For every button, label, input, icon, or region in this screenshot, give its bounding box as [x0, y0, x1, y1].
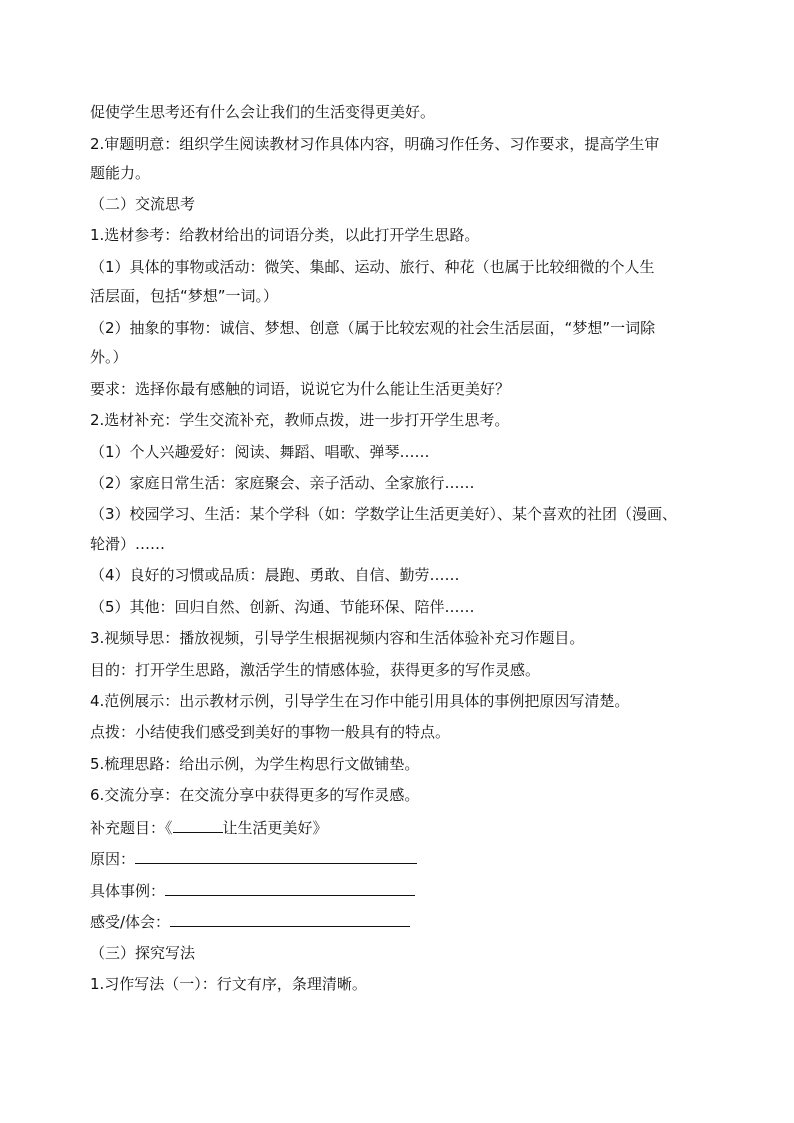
paragraph-line: 活层面，包括“梦想”一词。） [90, 287, 279, 305]
paragraph-line: （1）个人兴趣爱好：阅读、舞蹈、唱歌、弹琴…… [90, 443, 430, 461]
paragraph-line: （5）其他：回归自然、创新、沟通、节能环保、陪伴…… [90, 598, 475, 616]
paragraph-line: 目的：打开学生思路，激活学生的情感体验，获得更多的写作灵感。 [90, 661, 541, 679]
paragraph-line: （4）良好的习惯或品质：晨跑、勇敢、自信、勤劳…… [90, 566, 460, 584]
paragraph-line: 2.选材补充：学生交流补充，教师点拨，进一步打开学生思考。 [90, 411, 510, 429]
reason-blank [135, 848, 417, 864]
feeling-label: 感受/体会： [90, 913, 171, 931]
paragraph-line: 1.习作写法（一）：行文有序，条理清晰。 [90, 975, 367, 993]
section-heading: （二）交流思考 [90, 195, 196, 213]
feeling-blank [170, 911, 410, 927]
topic-blank [173, 817, 223, 833]
paragraph-line: 5.梳理思路：给出示例，为学生构思行文做铺垫。 [90, 755, 420, 773]
paragraph-line: 4.范例展示：出示教材示例，引导学生在习作中能引用具体的事例把原因写清楚。 [90, 692, 630, 710]
topic-prefix: 补充题目：《 [90, 819, 173, 837]
topic-suffix: 让生活更美好》 [222, 819, 328, 837]
feeling-line [90, 911, 710, 932]
section-heading: （三）探究写法 [90, 944, 196, 962]
paragraph-line: （2）抽象的事物：诚信、梦想、创意（属于比较宏观的社会生活层面，“梦想”一词除 [90, 319, 656, 337]
example-label: 具体事例： [90, 882, 166, 900]
paragraph-line: （1）具体的事物或活动：微笑、集邮、运动、旅行、种花（也属于比较细微的个人生 [90, 258, 655, 276]
paragraph-line: 3.视频导思：播放视频，引导学生根据视频内容和生活体验补充习作题目。 [90, 629, 585, 647]
paragraph-line: 2.审题明意：组织学生阅读教材习作具体内容，明确习作任务、习作要求，提高学生审 [90, 135, 660, 153]
paragraph-line: 点拨：小结使我们感受到美好的事物一般具有的特点。 [90, 723, 451, 741]
paragraph-line: 1.选材参考：给教材给出的词语分类，以此打开学生思路。 [90, 226, 480, 244]
paragraph-line: 促使学生思考还有什么会让我们的生活变得更美好。 [90, 103, 436, 121]
paragraph-line: （2）家庭日常生活：家庭聚会、亲子活动、全家旅行…… [90, 474, 475, 492]
topic-line [90, 817, 710, 838]
reason-label: 原因： [90, 850, 136, 868]
paragraph-line: 要求：选择你最有感触的词语，说说它为什么能让生活更美好？ [90, 380, 511, 398]
paragraph-line: （3）校园学习、生活：某个学科（如：学数学让生活更美好）、某个喜欢的社团（漫画、 [90, 505, 678, 523]
paragraph-line: 6.交流分享：在交流分享中获得更多的写作灵感。 [90, 786, 420, 804]
example-blank [165, 880, 415, 896]
example-line [90, 880, 710, 901]
paragraph-line: 外。） [90, 348, 128, 366]
paragraph-line: 轮滑）…… [90, 535, 166, 553]
paragraph-line: 题能力。 [90, 164, 151, 182]
reason-line [90, 848, 710, 869]
